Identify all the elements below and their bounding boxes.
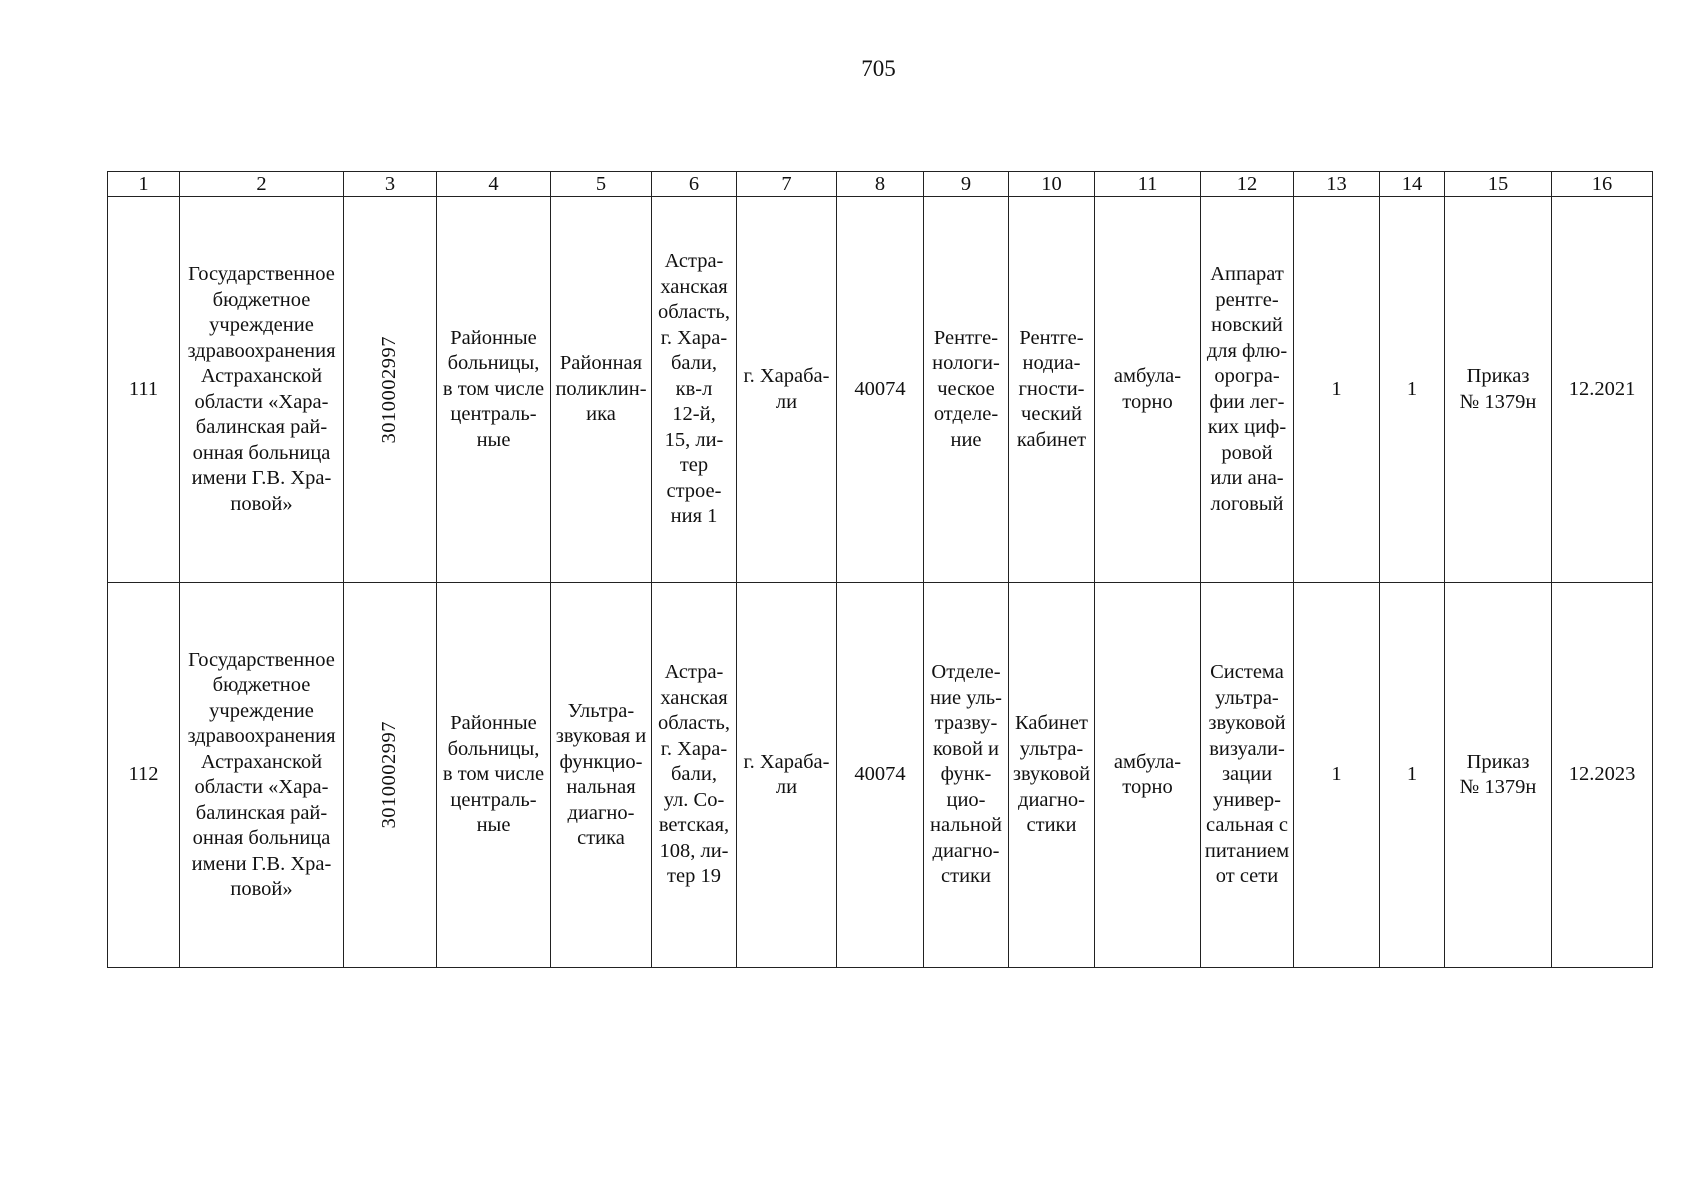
unit-name: Ультра- звуковая и функцио- нальная диагно- стика — [555, 699, 647, 849]
organization-name: Государственное бюджетное учреждение здравоохранения Астраханской области «Хара- балинская рай- онная больница имени Г.В. Хра- повой» — [187, 263, 336, 515]
locality-cell — [737, 197, 837, 583]
column-number-row — [108, 172, 1653, 197]
quantity-a: 1 — [1331, 763, 1342, 786]
column-header-3: 3 — [344, 172, 437, 197]
column-header-4: 4 — [437, 172, 551, 197]
locality-cell — [737, 583, 837, 968]
locality-code: 40074 — [854, 377, 906, 400]
quantity-cell — [1380, 583, 1445, 968]
locality: г. Хараба- ли — [743, 750, 830, 798]
column-header-15: 15 — [1445, 172, 1552, 197]
row-number: 112 — [128, 763, 159, 786]
column-header-11: 11 — [1095, 172, 1201, 197]
order-reference: Приказ № 1379н — [1459, 365, 1537, 413]
unit-cell — [551, 197, 652, 583]
address-cell — [652, 583, 737, 968]
code-cell — [344, 583, 437, 968]
address: Астра- ханская область, г. Хара- бали, ул. Со- ветская, 108, ли- тер 19 — [657, 661, 731, 888]
column-header-14: 14 — [1380, 172, 1445, 197]
row-number-cell — [108, 583, 180, 968]
register-table — [107, 171, 1653, 968]
address: Астра- ханская область, г. Хара- бали, кв-л 12-й, 15, ли- тер строе- ния 1 — [657, 250, 731, 528]
organization-cell — [180, 583, 344, 968]
code-cell — [344, 197, 437, 583]
department: Рентге- нологи- ческое отделе- ние — [932, 326, 1000, 451]
locality-code: 40074 — [854, 763, 906, 786]
date-cell — [1552, 197, 1653, 583]
quantity-cell — [1380, 197, 1445, 583]
hospital-type: Районные больницы, в том числе централь- ные — [442, 712, 545, 837]
date: 12.2023 — [1568, 763, 1636, 786]
quantity-a: 1 — [1331, 377, 1342, 400]
organization-cell — [180, 197, 344, 583]
quantity-b: 1 — [1406, 377, 1418, 400]
organization-name: Государственное бюджетное учреждение здравоохранения Астраханской области «Хара- балинская рай- онная больница имени Г.В. Хра- повой» — [187, 648, 336, 900]
column-header-12: 12 — [1201, 172, 1294, 197]
organization-code: 3010002997 — [378, 721, 401, 829]
order-cell — [1445, 583, 1552, 968]
row-number: 111 — [128, 377, 159, 400]
locality-code-cell — [837, 197, 924, 583]
department-cell — [924, 197, 1009, 583]
unit-cell — [551, 583, 652, 968]
equipment-cell — [1201, 197, 1294, 583]
room: Кабинет ультра- звуковой диагно- стики — [1012, 712, 1091, 837]
order-reference: Приказ № 1379н — [1459, 750, 1537, 798]
quantity-b: 1 — [1406, 763, 1418, 786]
hospital-type-cell — [437, 197, 551, 583]
equipment: Аппарат рентге- новский для флю- орогра- фии лег- ких циф- ровой или ана- логовый — [1206, 263, 1288, 515]
department: Отделе- ние уль- тразву- ковой и функ- цио- нальной диагно- стики — [929, 661, 1003, 888]
equipment-cell — [1201, 583, 1294, 968]
quantity-cell — [1294, 583, 1380, 968]
column-header-16: 16 — [1552, 172, 1653, 197]
room-cell — [1009, 583, 1095, 968]
address-cell — [652, 197, 737, 583]
date-cell — [1552, 583, 1653, 968]
room: Рентге- нодиа- гности- ческий кабинет — [1016, 326, 1087, 451]
quantity-cell — [1294, 197, 1380, 583]
page-number: 705 — [861, 56, 896, 81]
column-header-8: 8 — [837, 172, 924, 197]
hospital-type-cell — [437, 583, 551, 968]
room-cell — [1009, 197, 1095, 583]
column-header-1: 1 — [108, 172, 180, 197]
unit-name: Районная поликлин- ика — [555, 352, 647, 426]
row-number-cell — [108, 197, 180, 583]
column-header-2: 2 — [180, 172, 344, 197]
care-form-cell — [1095, 583, 1201, 968]
care-form: амбула- торно — [1113, 365, 1182, 413]
organization-code: 3010002997 — [378, 335, 401, 444]
date: 12.2021 — [1568, 377, 1636, 400]
care-form: амбула- торно — [1113, 750, 1182, 798]
order-cell — [1445, 197, 1552, 583]
column-header-7: 7 — [737, 172, 837, 197]
column-header-10: 10 — [1009, 172, 1095, 197]
locality: г. Хараба- ли — [743, 365, 830, 413]
hospital-type: Районные больницы, в том числе централь- ные — [442, 326, 545, 451]
column-header-9: 9 — [924, 172, 1009, 197]
equipment: Система ультра- звуковой визуали- зации универ- сальная с питанием от сети — [1204, 661, 1290, 888]
column-header-13: 13 — [1294, 172, 1380, 197]
locality-code-cell — [837, 583, 924, 968]
department-cell — [924, 583, 1009, 968]
table-row — [108, 583, 1653, 968]
care-form-cell — [1095, 197, 1201, 583]
column-header-6: 6 — [652, 172, 737, 197]
table-row — [108, 197, 1653, 583]
column-header-5: 5 — [551, 172, 652, 197]
